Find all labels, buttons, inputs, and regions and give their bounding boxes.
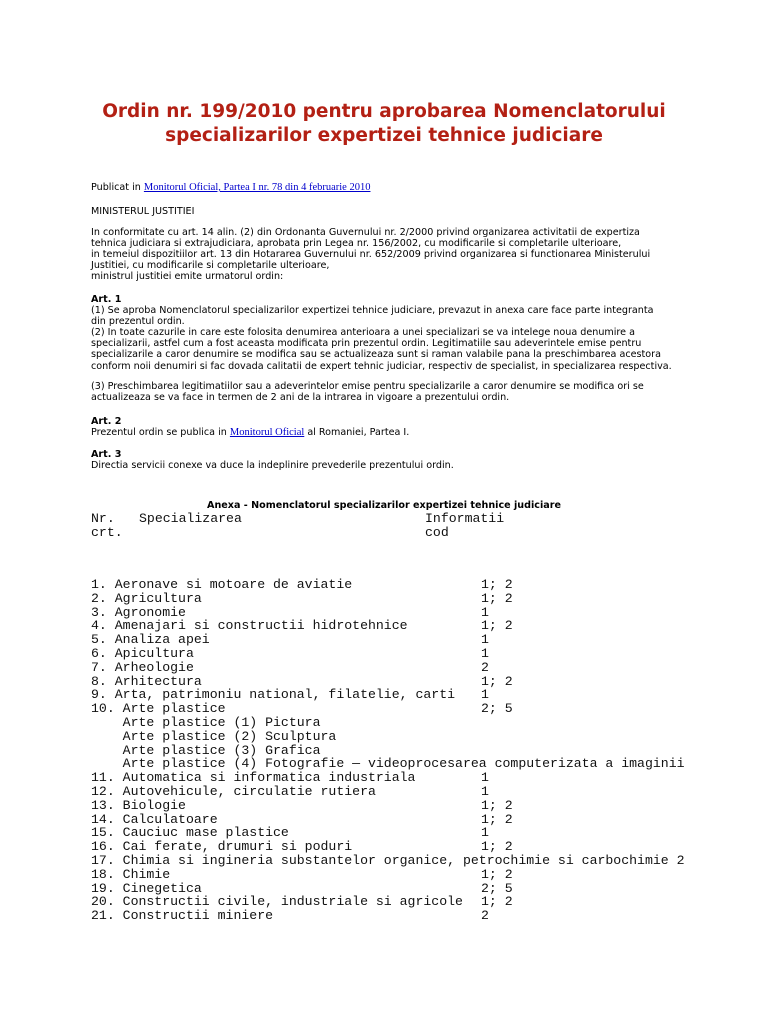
annex-row-cod: 1; 2 [481,894,513,910]
annex-row-cod: 1 [481,687,489,703]
annex-row [91,785,711,799]
annex-row-specializare: 14. Calculatoare [91,811,218,827]
annex-row-specializare: 15. Cauciuc mase plastice [91,825,289,841]
annex-row [91,771,711,785]
annex-row-specializare: 11. Automatica si informatica industriala [91,770,416,786]
annex-row [91,702,711,716]
annex-row-specializare: 13. Biologie [91,797,186,813]
annex-row [91,688,711,702]
annex-row-cod: 2; 5 [481,880,513,896]
column-cod-header: cod [425,524,449,540]
publication-line [91,182,691,193]
annex-row [91,619,711,633]
preamble-line: In conformitate cu art. 14 alin. (2) din Ordonanta Guvernului nr. 2/2000 privind organizarea activitatii de expertiza [91,227,640,238]
preamble [91,227,691,282]
annex-row [91,895,711,909]
annex-row-cod: 1 [481,645,489,661]
column-specializare-header: Specializarea [139,511,242,526]
annex-row [91,592,711,606]
annex-row-cod: 1 [481,783,489,799]
annex-row-cod: 1; 2 [481,866,513,882]
annex-row-cod: 1; 2 [481,618,513,634]
annex-row [91,909,711,923]
annex-row-specializare: 8. Arhitectura [91,673,202,689]
monitorul-oficial-link-2[interactable]: Monitorul Oficial [229,427,305,439]
annex-row [91,799,711,813]
annex-row [91,647,711,661]
annex-row-cod: 1; 2 [481,673,513,689]
annex-row [91,744,711,758]
annex-row [91,675,711,689]
annex-row-specializare: 3. Agronomie [91,604,186,620]
ministry-name: MINISTERUL JUSTITIEI [91,206,195,217]
annex-row-cod: 1 [481,604,489,620]
annex-row-cod: 1 [481,770,489,786]
preamble-line: in temeiul dispozitiilor art. 13 din Hotararea Guvernului nr. 652/2009 privind organizarea si functionarea Ministerului [91,249,651,261]
annex-row-cod: 1 [481,825,489,841]
annex-row-specializare: 1. Aeronave si motoare de aviatie [91,577,353,592]
annex-row-specializare: 5. Analiza apei [91,632,210,648]
annex-row-specializare: 18. Chimie [91,866,171,882]
page-title-line-2: specializarilor expertizei tehnice judiciare [165,125,603,146]
annex-title: Anexa - Nomenclatorul specializarilor expertizei tehnice judiciare [207,500,561,511]
annex-row [91,757,711,771]
annex-row [91,661,711,675]
annex-row-cod: 1 [481,632,489,648]
annex-row-specializare: 21. Constructii miniere [91,908,274,924]
preamble-line: tehnica judiciara si extrajudiciara, aprobata prin Legea nr. 156/2002, cu modificarile si completarile ulterioare, [91,238,622,250]
annex-row-cod: 2 [481,908,489,924]
annex-row [91,606,711,620]
article-3 [91,449,691,471]
annex-row-cod: 2; 5 [481,701,513,717]
page-title-line-1: Ordin nr. 199/2010 pentru aprobarea Nomenclatorului [102,101,666,122]
annex-row-specializare: 4. Amenajari si constructii hidrotehnice [91,618,408,634]
annex-table-header [0,512,768,542]
article-1-heading: Art. 1 [91,294,122,305]
annex-row-specializare: Arte plastice (3) Grafica [91,742,321,758]
article-1-line: conform noii denumiri si fac dovada calitatii de expert tehnic judiciar, respectiv de specialist, in specializarea respectiva. [91,360,672,372]
article-1-line: din prezentul ordin. [91,316,185,328]
annex-list [91,578,711,923]
article-1-line: (1) Se aproba Nomenclatorul specializarilor expertizei tehnice judiciare, prevazut in anexa care face parte integranta [91,305,654,317]
annex-row [91,813,711,827]
annex-row [91,716,711,730]
article-2-prefix: Prezentul ordin se publica in [91,427,230,439]
article-2 [91,416,691,438]
annex-row [91,840,711,854]
annex-row-cod: 1; 2 [481,839,513,855]
column-nr-header: Nr. [91,511,115,526]
annex-row-specializare: 16. Cai ferate, drumuri si poduri [91,839,353,855]
annex-row-specializare: 12. Autovehicule, circulatie rutiera [91,783,376,799]
annex-row-specializare: 17. Chimia si ingineria substantelor organice, petrochimie si carbochimie 2 [91,852,685,868]
article-1-line: specializarii, astfel cum a fost aceasta modificata prin prezentul ordin. Legitimatiile sau adeverintele emise pentru [91,338,642,350]
annex-row-specializare: Arte plastice (2) Sculptura [91,728,337,744]
annex-row-cod: 1; 2 [481,590,513,606]
monitorul-oficial-link[interactable]: Monitorul Oficial, Partea I nr. 78 din 4 februarie 2010 [143,182,371,193]
annex-row [91,633,711,647]
preamble-line: ministrul justitiei emite urmatorul ordin: [91,271,284,283]
annex-row-specializare: 10. Arte plastice [91,701,226,717]
page-title [60,100,708,148]
annex-row-specializare: 7. Arheologie [91,659,194,675]
annex-row [91,868,711,882]
article-1-paragraph-3 [91,381,691,403]
annex-row-cod: 1; 2 [481,797,513,813]
publication-prefix: Publicat in [91,182,144,193]
annex-row [91,730,711,744]
annex-row [91,854,711,868]
annex-row-cod: 2 [481,659,489,675]
article-1-line: specializarile a caror denumire se modifica sau se actualizeaza sunt si raman valabile pana la preschimbarea acestora [91,349,661,361]
annex-row-specializare: 9. Arta, patrimoniu national, filatelie, carti [91,687,456,703]
annex-row [91,882,711,896]
article-3-text: Directia servicii conexe va duce la indeplinire prevederile prezentului ordin. [91,460,454,472]
article-2-heading: Art. 2 [91,416,122,427]
annex-row-specializare: Arte plastice (4) Fotografie — videoprocesarea computerizata a imaginii [91,756,685,772]
annex-row-specializare: 2. Agricultura [91,590,202,606]
article-2-suffix: al Romaniei, Partea I. [304,427,410,439]
column-nr-header-line-2: crt. [91,524,123,540]
column-informatii-header: Informatii [425,511,505,526]
article-1-line: actualizeaza se va face in termen de 2 ani de la intrarea in vigoare a prezentului ordin. [91,392,510,404]
annex-row [91,826,711,840]
annex-row-cod: 1; 2 [481,811,513,827]
annex-row-specializare: 19. Cinegetica [91,880,202,896]
article-1-line: (2) In toate cazurile in care este folosita denumirea anterioara a unei specializari se va intelege noua denumire a [91,327,635,339]
annex-row-specializare: Arte plastice (1) Pictura [91,714,321,730]
annex-row-cod: 1; 2 [481,577,513,592]
article-1 [91,294,691,372]
annex-row-specializare: 6. Apicultura [91,645,194,661]
article-3-heading: Art. 3 [91,449,122,460]
article-1-line: (3) Preschimbarea legitimatiilor sau a adeverintelor emise pentru specializarile a caror denumire se modifica ori se [91,381,644,392]
annex-row [91,578,711,592]
annex-row-specializare: 20. Constructii civile, industriale si agricole [91,894,463,910]
preamble-line: Justitiei, cu modificarile si completarile ulterioare, [91,260,330,272]
